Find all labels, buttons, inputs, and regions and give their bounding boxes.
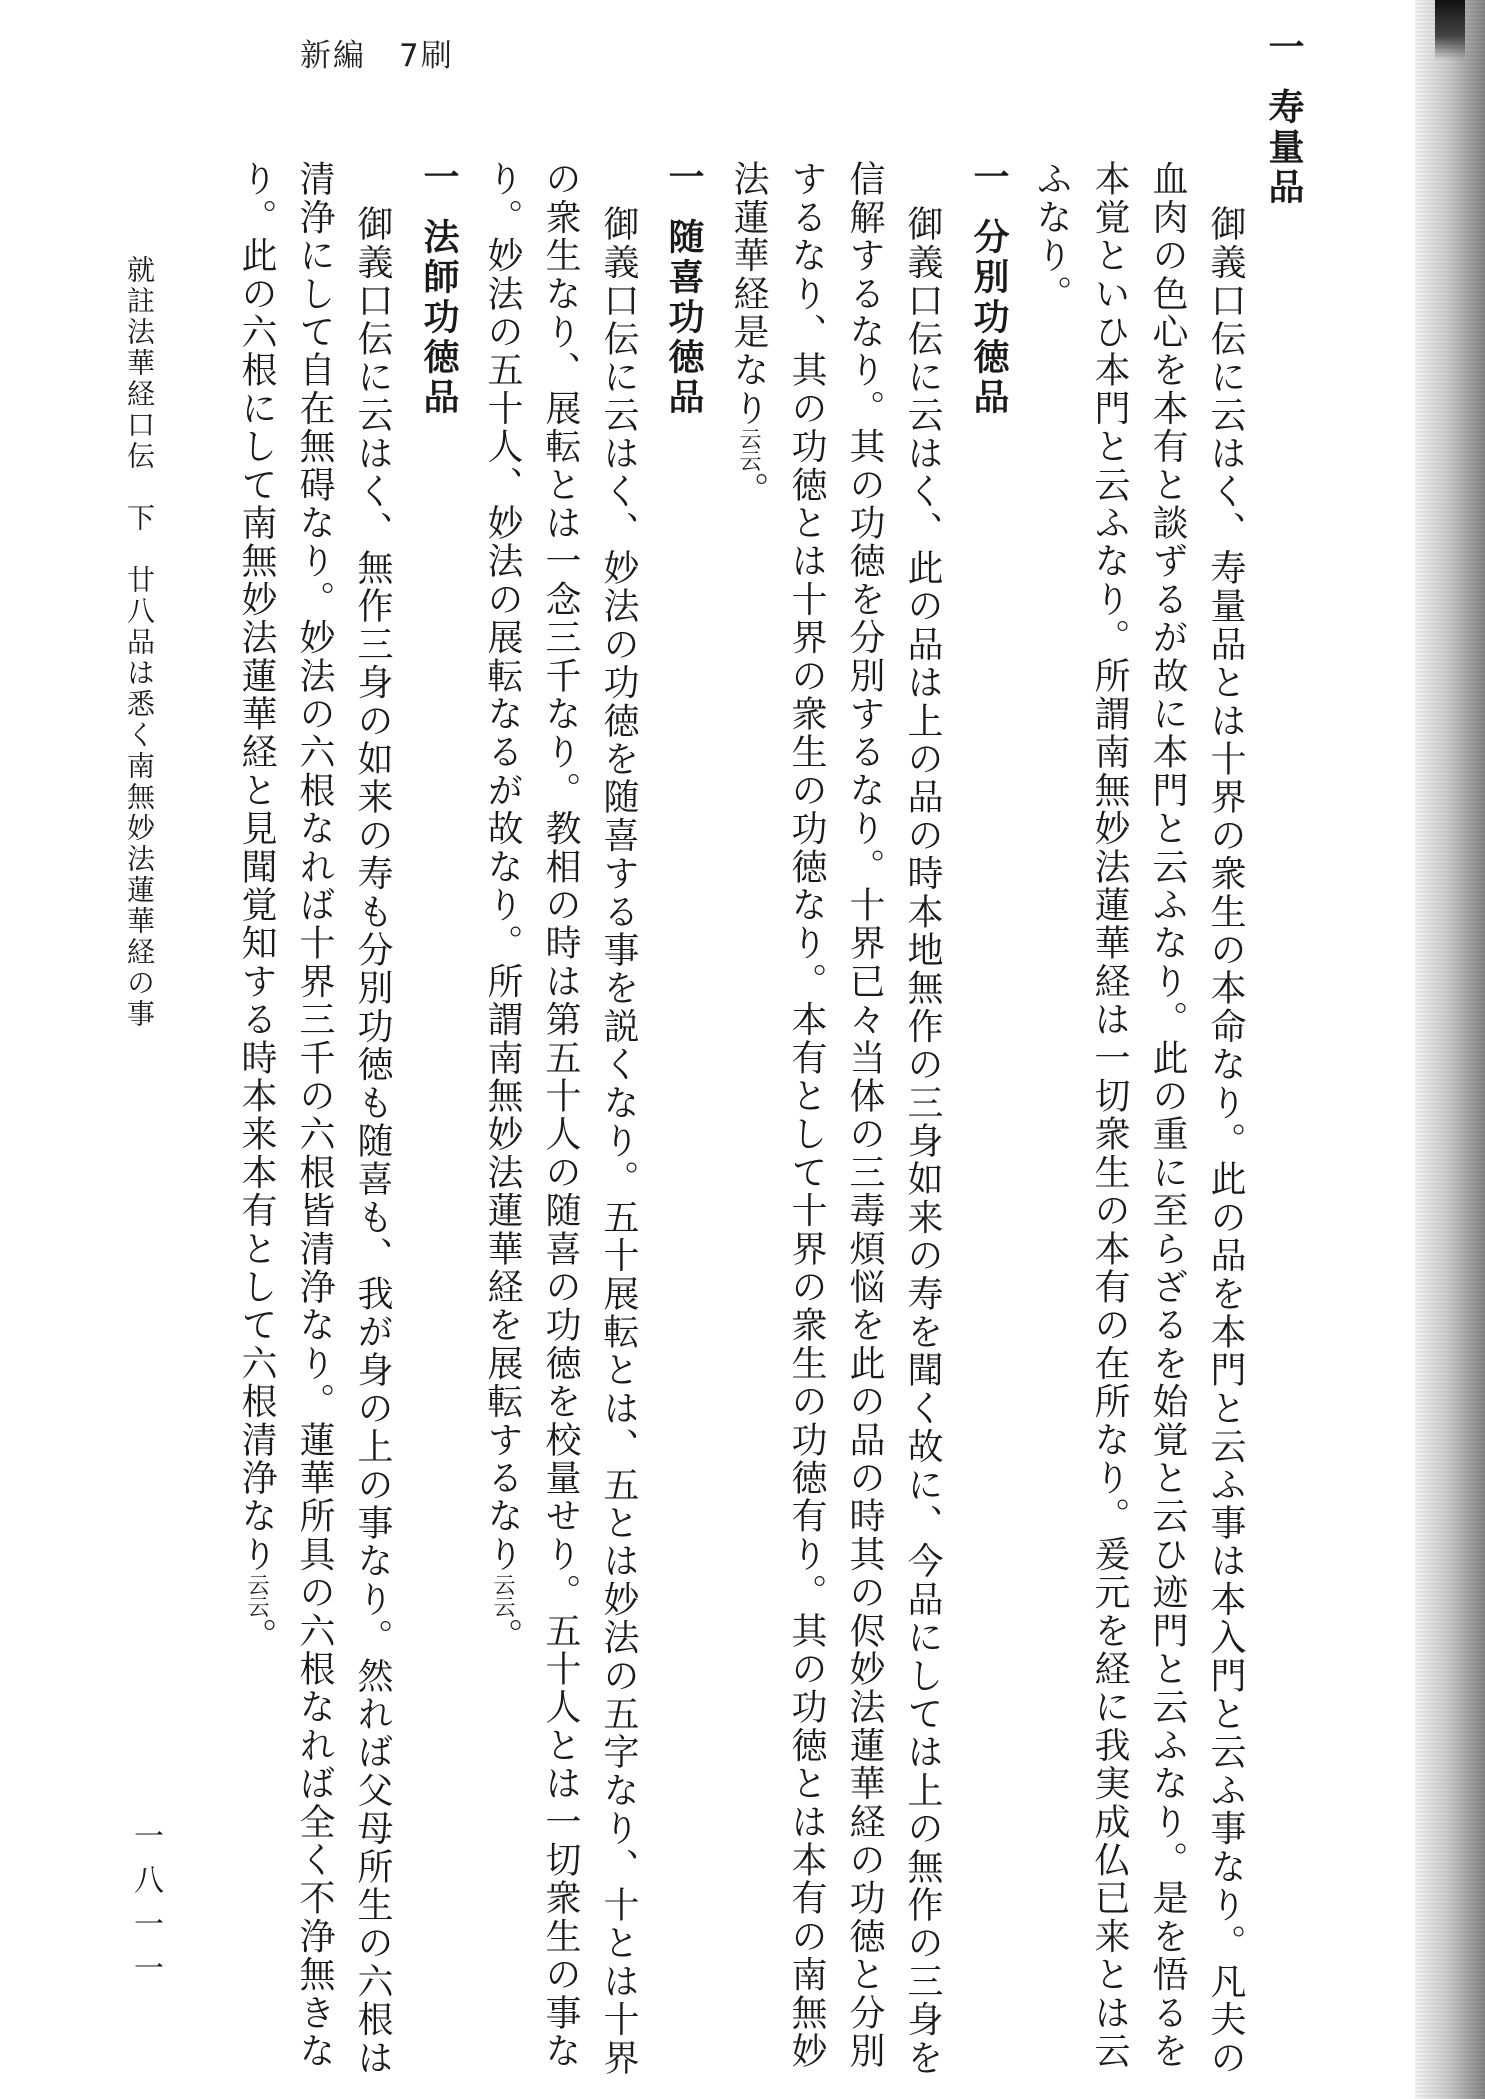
text-column: [482, 160, 523, 1656]
small-unun: 云云: [244, 1573, 269, 1618]
heading-juryohon: [1263, 28, 1304, 208]
small-unun: 云云: [736, 427, 761, 472]
text-column: 清浄にして自在無碍なり。妙法の六根なれば十界三千の六根皆清浄なり。蓮華所具の六根なれば全く不浄無きな: [294, 160, 335, 2070]
heading-text: 法師功徳品: [418, 218, 459, 418]
print-mark: 新編 7刷: [300, 38, 454, 74]
small-unun: 云云: [490, 1573, 515, 1618]
heading-hosshi: [418, 158, 459, 418]
text-column: 本覚といひ本門と云ふなり。所謂南無妙法蓮華経は一切衆生の本有の在所なり。爰元を経に我実成仏已来とは云: [1089, 160, 1130, 2070]
text-column: 御義口伝に云はく、妙法の功徳を随喜する事を説くなり。五十展転とは、五とは妙法の五字なり、十とは十界: [598, 205, 639, 2077]
text-run: 。: [728, 471, 769, 510]
text-column: の衆生なり、展転とは一念三千なり。教相の時は第五十人の随喜の功徳を校量せり。五十人とは一切衆生の事な: [540, 160, 581, 2070]
text-run: 。: [236, 1617, 277, 1656]
text-run: り。此の六根にして南無妙法蓮華経と見聞覚知する時本来本有として六根清浄なり: [236, 160, 277, 1574]
text-column: 信解するなり。其の功徳を分別するなり。十界已々当体の三毒煩悩を此の品の時其の侭妙法蓮華経の功徳と分別: [844, 160, 885, 2070]
heading-dash: 一: [663, 158, 704, 198]
heading-funbetsu: [968, 158, 1009, 418]
page-edge-shadow: [1435, 0, 1465, 60]
page-edge: [1415, 0, 1485, 2099]
text-run: 。: [482, 1617, 523, 1656]
text-run: 法蓮華経是なり: [728, 160, 769, 428]
text-column: [236, 160, 277, 1656]
heading-dash: 一: [418, 158, 459, 198]
text-column: するなり、其の功徳とは十界の衆生の功徳なり。本有として十界の衆生の功徳有り。其の功徳とは本有の南無妙: [786, 160, 827, 2070]
heading-dash: 一: [1263, 28, 1304, 68]
text-column: ふなり。: [1031, 160, 1072, 313]
running-footer: 就註法華経口伝 下 廿八品は悉く南無妙法蓮華経の事: [123, 255, 156, 1030]
text-run: り。妙法の五十人、妙法の展転なるが故なり。所謂南無妙法蓮華経を展転するなり: [482, 160, 523, 1574]
heading-dash: 一: [968, 158, 1009, 198]
text-column: [728, 160, 769, 510]
text-column: 御義口伝に云はく、無作三身の如来の寿も分別功徳も随喜も、我が身の上の事なり。然れば父母所生の六根は: [352, 205, 393, 2077]
page-number: 一八一一: [128, 1820, 163, 1996]
text-column: 御義口伝に云はく、寿量品とは十界の衆生の本命なり。此の品を本門と云ふ事は本入門と云ふ事なり。凡夫の: [1205, 205, 1246, 2077]
heading-text: 寿量品: [1263, 88, 1304, 208]
heading-zuiki: [663, 158, 704, 418]
text-column: 御義口伝に云はく、此の品は上の品の時本地無作の三身如来の寿を聞く故に、今品にしては上の無作の三身を: [902, 205, 943, 2077]
text-column: 血肉の色心を本有と談ずるが故に本門と云ふなり。此の重に至らざるを始覚と云ひ迹門と云ふなり。是を悟るを: [1147, 160, 1188, 2070]
heading-text: 随喜功徳品: [663, 218, 704, 418]
heading-text: 分別功徳品: [968, 218, 1009, 418]
